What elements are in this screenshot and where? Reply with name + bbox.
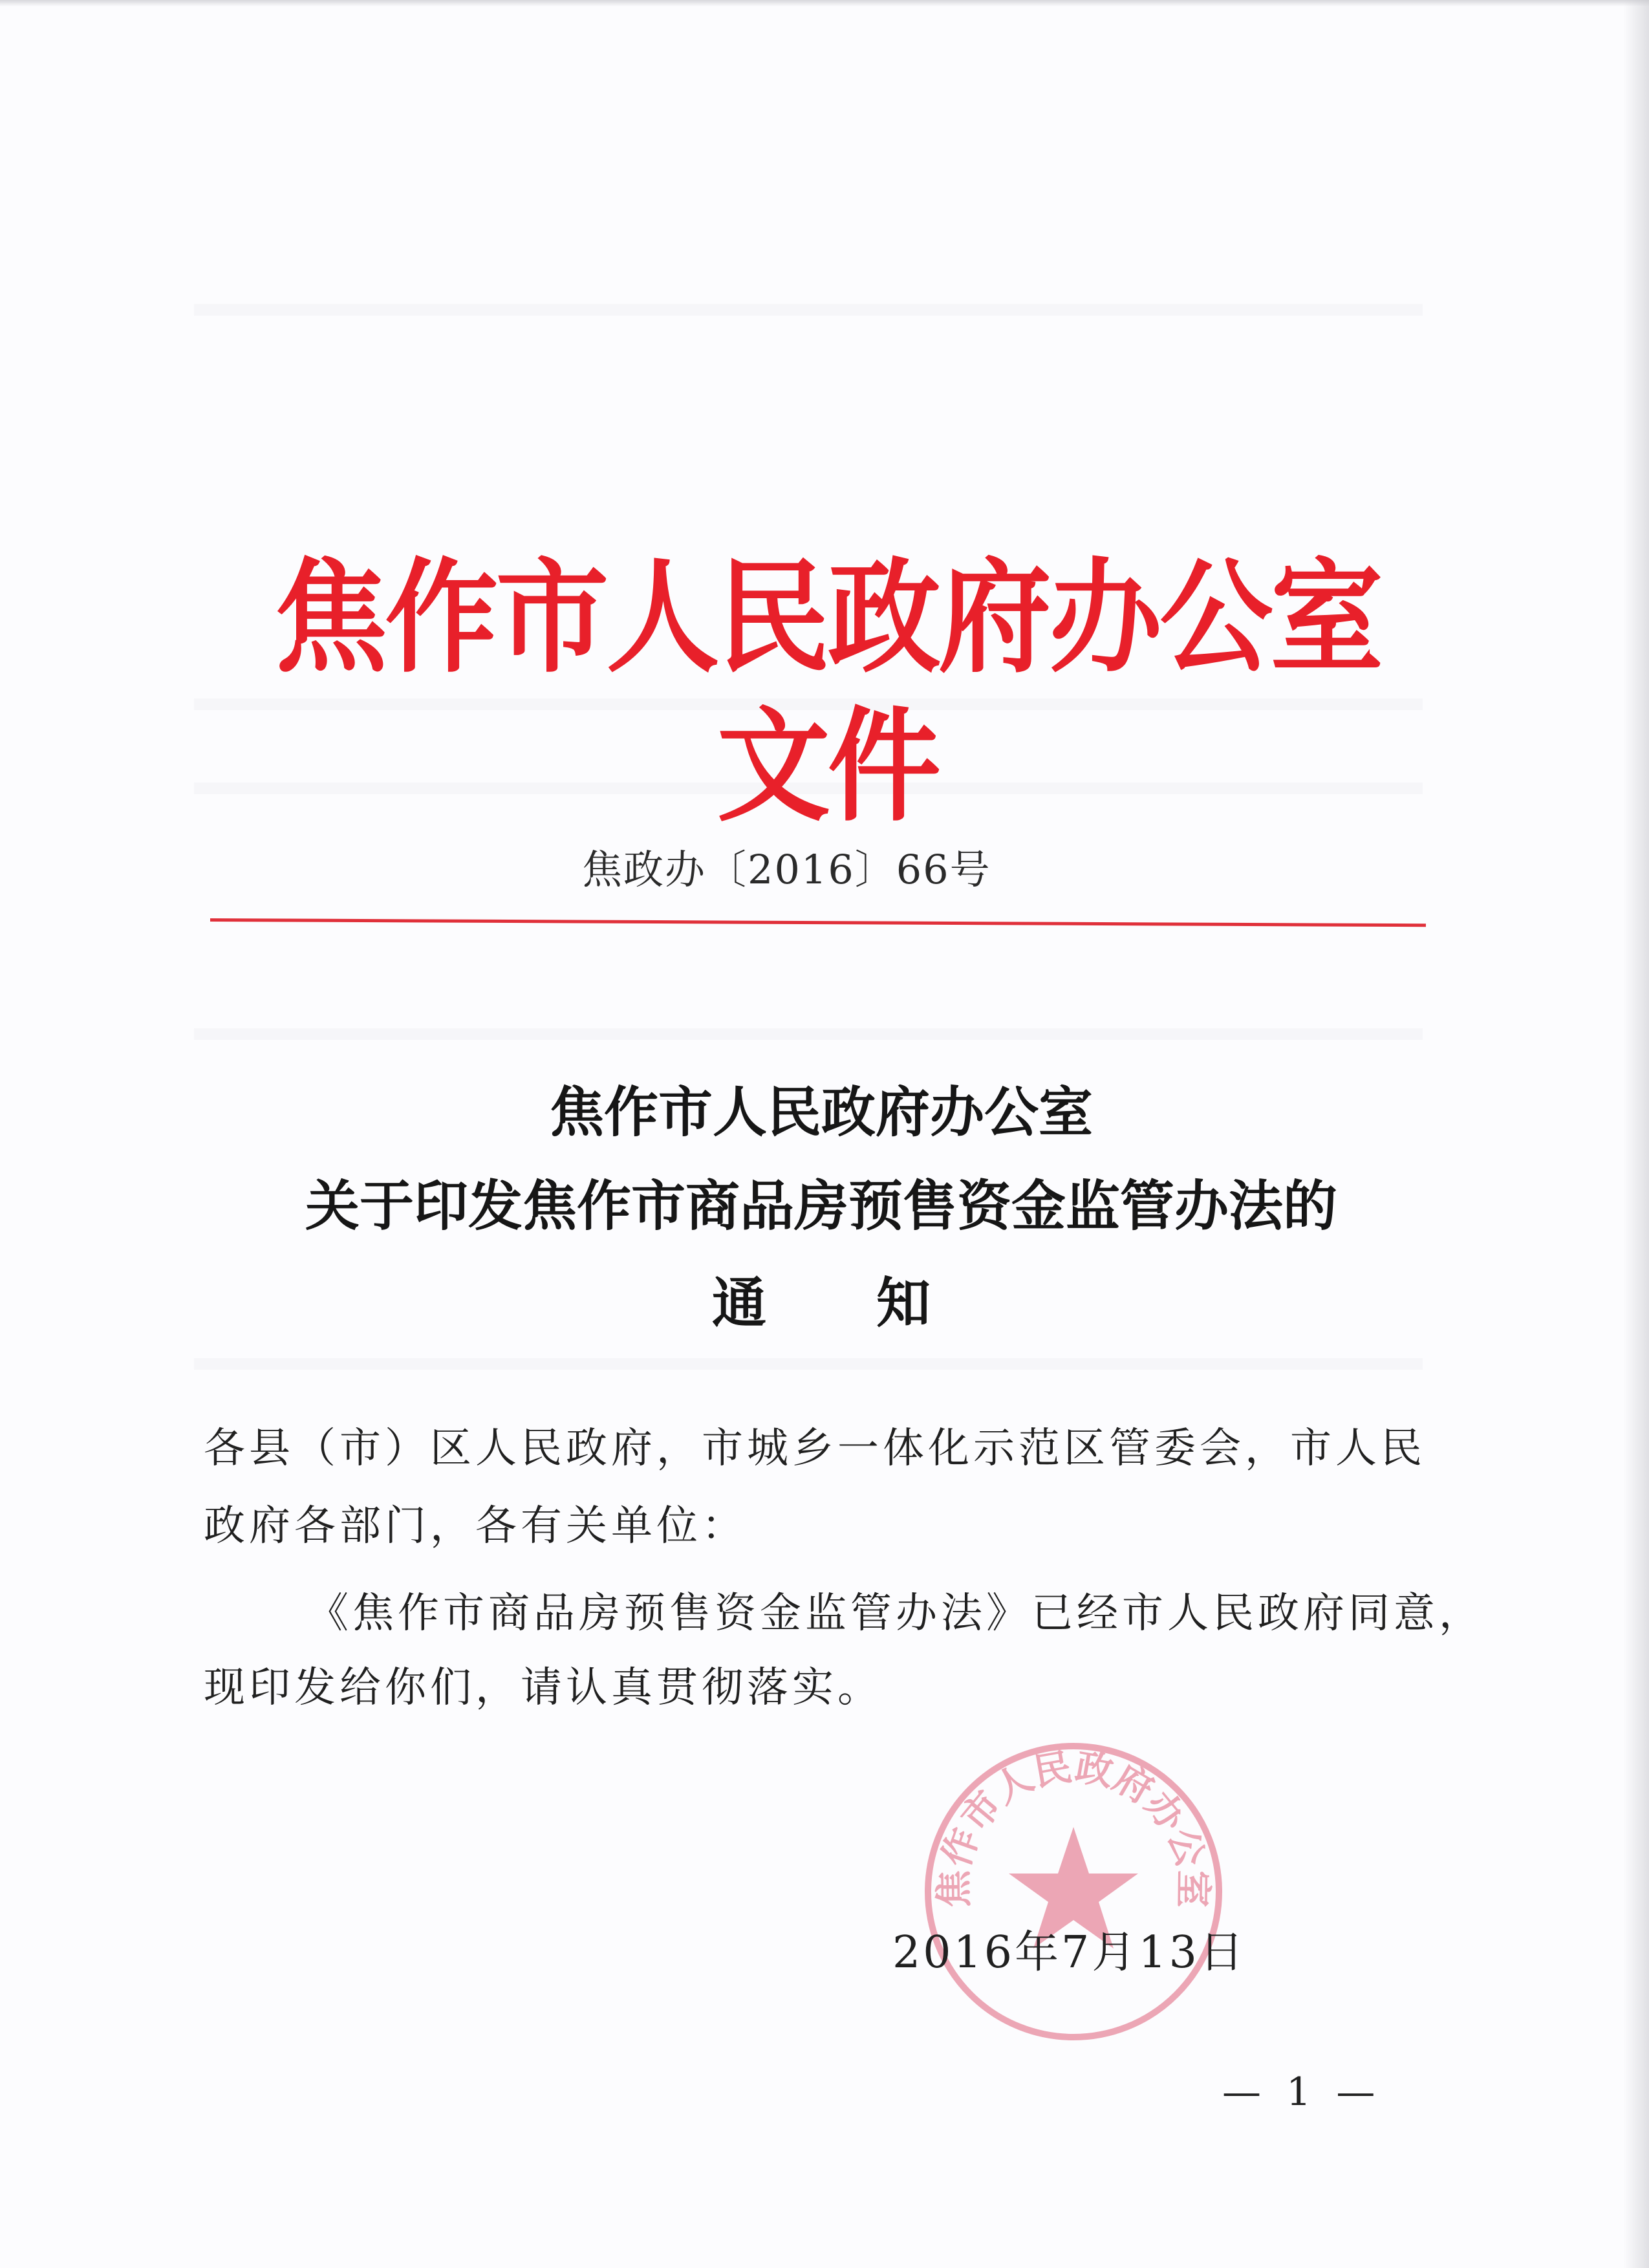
seal-text: 焦作市人民政府办公室 bbox=[931, 1744, 1216, 1908]
red-header-title: 焦作市人民政府办公室文件 bbox=[274, 545, 1381, 838]
bleed-through-line bbox=[194, 1358, 1423, 1370]
scan-top-edge bbox=[0, 0, 1649, 6]
issue-date: 2016年7月13日 bbox=[892, 1927, 1246, 1978]
bleed-through-line bbox=[194, 304, 1423, 316]
title-line-1: 焦作市人民政府办公室 bbox=[549, 1080, 1093, 1144]
red-separator-line bbox=[210, 918, 1426, 927]
body-line-3: 《焦作市商品房预售资金监管办法》已经市人民政府同意， bbox=[307, 1590, 1484, 1637]
body-line-4: 现印发给你们，请认真贯彻落实。 bbox=[204, 1664, 883, 1712]
bleed-through-line bbox=[194, 1028, 1423, 1040]
page-number: — 1 — bbox=[1222, 2069, 1382, 2115]
official-seal bbox=[912, 1730, 1235, 2053]
title-line-3: 通知 bbox=[711, 1271, 1040, 1335]
document-number: 焦政办〔2016〕66号 bbox=[582, 846, 991, 893]
title-line-2: 关于印发焦作市商品房预售资金监管办法的 bbox=[305, 1174, 1337, 1238]
scan-right-edge bbox=[1623, 0, 1649, 2268]
body-line-2: 政府各部门，各有关单位： bbox=[204, 1502, 747, 1550]
body-line-1: 各县（市）区人民政府，市城乡一体化示范区管委会，市人民 bbox=[204, 1425, 1426, 1473]
